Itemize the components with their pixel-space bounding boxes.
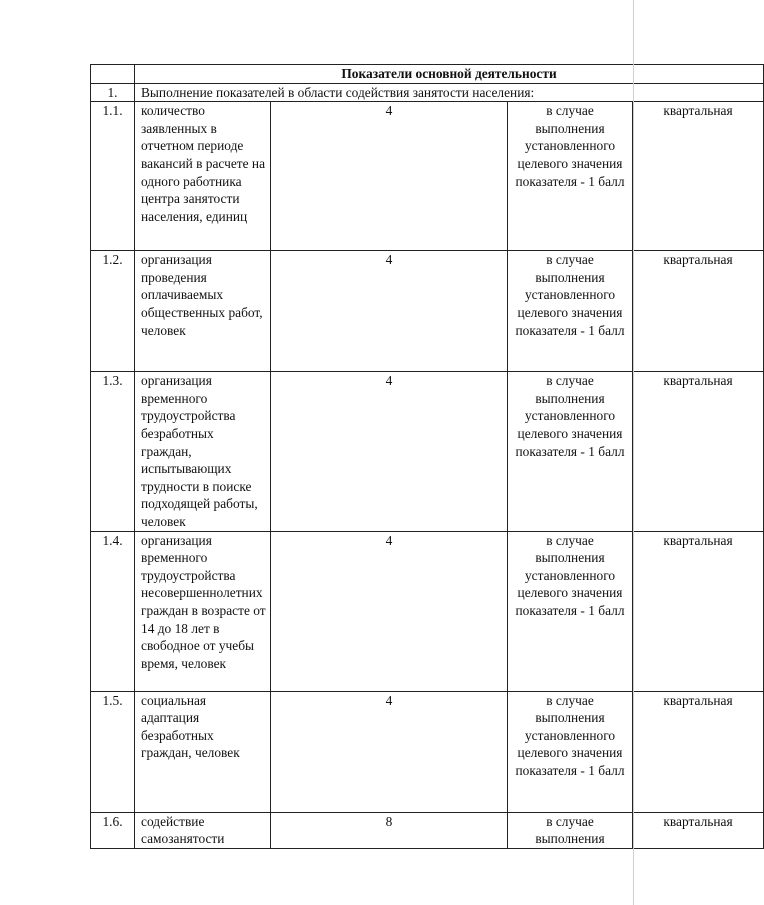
- table-row: [91, 251, 764, 372]
- indicators-table: [90, 64, 764, 849]
- period-cell: квартальная: [633, 531, 764, 691]
- title-empty-cell: [91, 65, 135, 84]
- row-number: 1.5.: [91, 691, 135, 812]
- indicator-cell: социальная адаптация безработных граждан, человек: [135, 691, 271, 812]
- indicator-cell: организация временного трудоустройства несовершеннолетних граждан в возрасте от 14 до 18 лет в свободное от учебы время, человек: [135, 531, 271, 691]
- period-cell: квартальная: [633, 812, 764, 848]
- indicator-cell: количество заявленных в отчетном периоде вакансий в расчете на одного работника центра занятости населения, единиц: [135, 102, 271, 251]
- indicator-cell: организация проведения оплачиваемых общественных работ, человек: [135, 251, 271, 372]
- value-cell: 4: [271, 102, 508, 251]
- value-cell: 4: [271, 372, 508, 531]
- table-row: [91, 812, 764, 848]
- condition-cell: в случае выполнения установленного целевого значения показателя - 1 балл: [508, 531, 633, 691]
- table-title: Показатели основной деятельности: [135, 65, 764, 84]
- condition-cell: в случае выполнения установленного целевого значения показателя - 1 балл: [508, 372, 633, 531]
- period-cell: квартальная: [633, 251, 764, 372]
- value-cell: 4: [271, 531, 508, 691]
- indicator-cell: содействие самозанятости: [135, 812, 271, 848]
- row-number: 1.3.: [91, 372, 135, 531]
- table-title-row: [91, 65, 764, 84]
- period-cell: квартальная: [633, 372, 764, 531]
- condition-cell: в случае выполнения установленного целевого значения показателя - 1 балл: [508, 691, 633, 812]
- condition-cell: в случае выполнения установленного целевого значения показателя - 1 балл: [508, 251, 633, 372]
- period-cell: квартальная: [633, 691, 764, 812]
- row-number: 1.4.: [91, 531, 135, 691]
- table-row: [91, 102, 764, 251]
- condition-cell: в случае выполнения установленного целевого значения показателя - 1 балл: [508, 102, 633, 251]
- value-cell: 8: [271, 812, 508, 848]
- table-row: [91, 531, 764, 691]
- row-number: 1.6.: [91, 812, 135, 848]
- table-row: [91, 691, 764, 812]
- condition-cell: в случае выполнения: [508, 812, 633, 848]
- table-row: [91, 372, 764, 531]
- scan-edge-line: [633, 0, 634, 905]
- period-cell: квартальная: [633, 102, 764, 251]
- row-number: 1.1.: [91, 102, 135, 251]
- value-cell: 4: [271, 251, 508, 372]
- section-row: [91, 83, 764, 102]
- row-number: 1.2.: [91, 251, 135, 372]
- section-number: 1.: [91, 83, 135, 102]
- value-cell: 4: [271, 691, 508, 812]
- indicator-cell: организация временного трудоустройства безработных граждан, испытывающих трудности в поиске подходящей работы, человек: [135, 372, 271, 531]
- section-text: Выполнение показателей в области содействия занятости населения:: [135, 83, 764, 102]
